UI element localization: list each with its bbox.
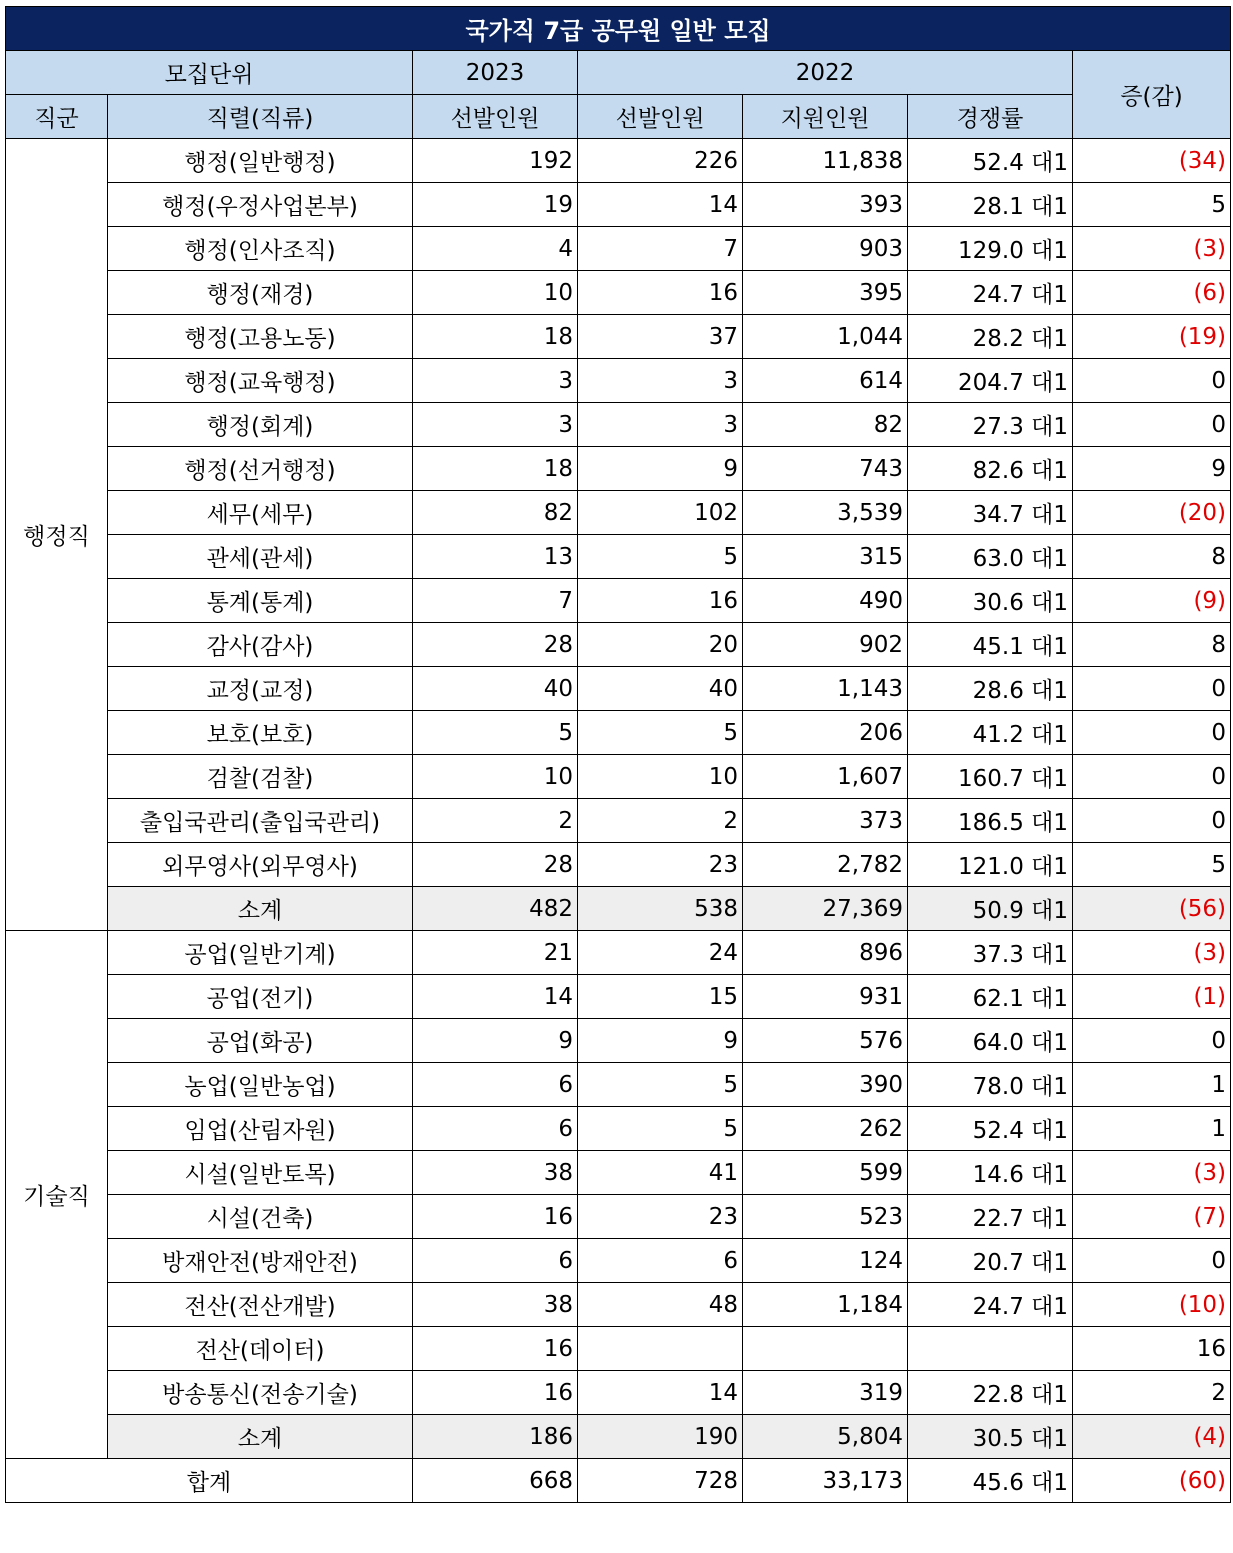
selected-2023: 3: [413, 359, 578, 403]
subtotal-row: [6, 887, 1231, 931]
change-value: (10): [1073, 1283, 1231, 1327]
applicants: 1,607: [743, 755, 908, 799]
header-selected-2022: 선발인원: [578, 95, 743, 139]
series-name: 보호(보호): [108, 711, 413, 755]
selected-2022: 23: [578, 843, 743, 887]
selected-2023: 40: [413, 667, 578, 711]
selected-2023: 82: [413, 491, 578, 535]
selected-2023: 6: [413, 1239, 578, 1283]
table-title: 국가직 7급 공무원 일반 모집: [6, 7, 1231, 51]
table-row: [6, 403, 1231, 447]
change-value: (3): [1073, 931, 1231, 975]
change-value: 0: [1073, 799, 1231, 843]
competition-ratio: 20.7 대1: [908, 1239, 1073, 1283]
series-name: 공업(일반기계): [108, 931, 413, 975]
applicants: 82: [743, 403, 908, 447]
selected-2023: 18: [413, 447, 578, 491]
change-value: (1): [1073, 975, 1231, 1019]
applicants: 902: [743, 623, 908, 667]
applicants: 614: [743, 359, 908, 403]
table-row: [6, 1151, 1231, 1195]
applicants: 319: [743, 1371, 908, 1415]
competition-ratio: 129.0 대1: [908, 227, 1073, 271]
header-applicants: 지원인원: [743, 95, 908, 139]
competition-ratio: 63.0 대1: [908, 535, 1073, 579]
header-year-2023: 2023: [413, 51, 578, 95]
change-value: 9: [1073, 447, 1231, 491]
series-name: 전산(데이터): [108, 1327, 413, 1371]
series-name: 행정(인사조직): [108, 227, 413, 271]
selected-2022: 23: [578, 1195, 743, 1239]
series-name: 행정(교육행정): [108, 359, 413, 403]
series-name: 전산(전산개발): [108, 1283, 413, 1327]
total-selected-2023: 668: [413, 1459, 578, 1503]
selected-2022: 3: [578, 403, 743, 447]
table-row: [6, 1063, 1231, 1107]
change-value: 1: [1073, 1063, 1231, 1107]
series-name: 감사(감사): [108, 623, 413, 667]
series-name: 행정(재경): [108, 271, 413, 315]
change-value: (20): [1073, 491, 1231, 535]
series-name: 소계: [108, 1415, 413, 1459]
competition-ratio: 34.7 대1: [908, 491, 1073, 535]
selected-2023: 14: [413, 975, 578, 1019]
selected-2022: 5: [578, 535, 743, 579]
applicants: 5,804: [743, 1415, 908, 1459]
table-row: [6, 1371, 1231, 1415]
applicants: 395: [743, 271, 908, 315]
header-selected-2023: 선발인원: [413, 95, 578, 139]
competition-ratio: 62.1 대1: [908, 975, 1073, 1019]
series-name: 행정(일반행정): [108, 139, 413, 183]
selected-2023: 10: [413, 271, 578, 315]
selected-2023: 2: [413, 799, 578, 843]
series-name: 방송통신(전송기술): [108, 1371, 413, 1415]
change-value: (7): [1073, 1195, 1231, 1239]
selected-2022: 9: [578, 447, 743, 491]
selected-2022: 10: [578, 755, 743, 799]
competition-ratio: 186.5 대1: [908, 799, 1073, 843]
competition-ratio: 22.8 대1: [908, 1371, 1073, 1415]
selected-2022: [578, 1327, 743, 1371]
table-row: [6, 623, 1231, 667]
table-row: [6, 579, 1231, 623]
change-value: 0: [1073, 1019, 1231, 1063]
series-name: 세무(세무): [108, 491, 413, 535]
change-value: 0: [1073, 403, 1231, 447]
selected-2022: 3: [578, 359, 743, 403]
series-name: 행정(선거행정): [108, 447, 413, 491]
selected-2022: 20: [578, 623, 743, 667]
selected-2022: 16: [578, 271, 743, 315]
selected-2022: 48: [578, 1283, 743, 1327]
selected-2023: 6: [413, 1107, 578, 1151]
applicants: 27,369: [743, 887, 908, 931]
selected-2022: 538: [578, 887, 743, 931]
selected-2023: 6: [413, 1063, 578, 1107]
applicants: 2,782: [743, 843, 908, 887]
selected-2023: 4: [413, 227, 578, 271]
series-name: 행정(우정사업본부): [108, 183, 413, 227]
selected-2023: 192: [413, 139, 578, 183]
change-value: 0: [1073, 711, 1231, 755]
applicants: 373: [743, 799, 908, 843]
table-row: [6, 183, 1231, 227]
selected-2023: 10: [413, 755, 578, 799]
selected-2022: 14: [578, 183, 743, 227]
table-row: [6, 271, 1231, 315]
selected-2022: 5: [578, 711, 743, 755]
series-name: 외무영사(외무영사): [108, 843, 413, 887]
applicants: 11,838: [743, 139, 908, 183]
table-row: [6, 1107, 1231, 1151]
change-value: (19): [1073, 315, 1231, 359]
competition-ratio: 78.0 대1: [908, 1063, 1073, 1107]
total-label: 합계: [6, 1459, 413, 1503]
selected-2023: 16: [413, 1195, 578, 1239]
competition-ratio: 45.1 대1: [908, 623, 1073, 667]
applicants: 599: [743, 1151, 908, 1195]
selected-2022: 2: [578, 799, 743, 843]
series-name: 행정(고용노동): [108, 315, 413, 359]
change-value: 5: [1073, 843, 1231, 887]
table-row: [6, 799, 1231, 843]
selected-2023: 16: [413, 1371, 578, 1415]
total-selected-2022: 728: [578, 1459, 743, 1503]
table-row: [6, 1327, 1231, 1371]
table-row: [6, 491, 1231, 535]
total-change: (60): [1073, 1459, 1231, 1503]
change-value: 16: [1073, 1327, 1231, 1371]
selected-2022: 15: [578, 975, 743, 1019]
change-value: 5: [1073, 183, 1231, 227]
competition-ratio: 28.1 대1: [908, 183, 1073, 227]
applicants: 896: [743, 931, 908, 975]
series-name: 공업(전기): [108, 975, 413, 1019]
applicants: 1,143: [743, 667, 908, 711]
change-value: 8: [1073, 623, 1231, 667]
competition-ratio: [908, 1327, 1073, 1371]
applicants: 3,539: [743, 491, 908, 535]
competition-ratio: 30.6 대1: [908, 579, 1073, 623]
selected-2022: 16: [578, 579, 743, 623]
change-value: 0: [1073, 1239, 1231, 1283]
applicants: 393: [743, 183, 908, 227]
selected-2022: 190: [578, 1415, 743, 1459]
selected-2022: 40: [578, 667, 743, 711]
applicants: [743, 1327, 908, 1371]
competition-ratio: 121.0 대1: [908, 843, 1073, 887]
subtotal-row: [6, 1415, 1231, 1459]
table-row: [6, 755, 1231, 799]
selected-2023: 7: [413, 579, 578, 623]
change-value: 2: [1073, 1371, 1231, 1415]
competition-ratio: 64.0 대1: [908, 1019, 1073, 1063]
series-name: 행정(회계): [108, 403, 413, 447]
competition-ratio: 37.3 대1: [908, 931, 1073, 975]
selected-2023: 28: [413, 843, 578, 887]
competition-ratio: 50.9 대1: [908, 887, 1073, 931]
table-row: [6, 931, 1231, 975]
series-name: 검찰(검찰): [108, 755, 413, 799]
selected-2022: 14: [578, 1371, 743, 1415]
series-name: 출입국관리(출입국관리): [108, 799, 413, 843]
applicants: 576: [743, 1019, 908, 1063]
selected-2022: 24: [578, 931, 743, 975]
table-row: [6, 1195, 1231, 1239]
group-name: 행정직: [6, 139, 108, 931]
selected-2023: 38: [413, 1283, 578, 1327]
selected-2023: 5: [413, 711, 578, 755]
applicants: 206: [743, 711, 908, 755]
change-value: (56): [1073, 887, 1231, 931]
competition-ratio: 27.3 대1: [908, 403, 1073, 447]
competition-ratio: 24.7 대1: [908, 271, 1073, 315]
header-unit: 모집단위: [6, 51, 413, 95]
selected-2023: 16: [413, 1327, 578, 1371]
applicants: 1,184: [743, 1283, 908, 1327]
selected-2023: 482: [413, 887, 578, 931]
applicants: 903: [743, 227, 908, 271]
series-name: 방재안전(방재안전): [108, 1239, 413, 1283]
change-value: 8: [1073, 535, 1231, 579]
change-value: (3): [1073, 1151, 1231, 1195]
table-row: [6, 1239, 1231, 1283]
table-row: [6, 359, 1231, 403]
selected-2022: 5: [578, 1063, 743, 1107]
table-row: [6, 535, 1231, 579]
selected-2022: 41: [578, 1151, 743, 1195]
table-row: [6, 711, 1231, 755]
competition-ratio: 14.6 대1: [908, 1151, 1073, 1195]
series-name: 농업(일반농업): [108, 1063, 413, 1107]
applicants: 124: [743, 1239, 908, 1283]
applicants: 743: [743, 447, 908, 491]
group-name: 기술직: [6, 931, 108, 1459]
header-group: 직군: [6, 95, 108, 139]
applicants: 262: [743, 1107, 908, 1151]
selected-2023: 9: [413, 1019, 578, 1063]
competition-ratio: 41.2 대1: [908, 711, 1073, 755]
change-value: (9): [1073, 579, 1231, 623]
series-name: 시설(건축): [108, 1195, 413, 1239]
table-row: [6, 667, 1231, 711]
change-value: 0: [1073, 755, 1231, 799]
change-value: 1: [1073, 1107, 1231, 1151]
header-year-2022: 2022: [578, 51, 1073, 95]
competition-ratio: 160.7 대1: [908, 755, 1073, 799]
selected-2023: 19: [413, 183, 578, 227]
change-value: 0: [1073, 359, 1231, 403]
selected-2023: 28: [413, 623, 578, 667]
series-name: 교정(교정): [108, 667, 413, 711]
selected-2023: 21: [413, 931, 578, 975]
series-name: 임업(산림자원): [108, 1107, 413, 1151]
total-row: [6, 1459, 1231, 1503]
table-row: [6, 1283, 1231, 1327]
selected-2023: 13: [413, 535, 578, 579]
competition-ratio: 204.7 대1: [908, 359, 1073, 403]
applicants: 931: [743, 975, 908, 1019]
selected-2022: 7: [578, 227, 743, 271]
selected-2023: 3: [413, 403, 578, 447]
series-name: 공업(화공): [108, 1019, 413, 1063]
total-applicants: 33,173: [743, 1459, 908, 1503]
competition-ratio: 28.2 대1: [908, 315, 1073, 359]
recruitment-table: [5, 6, 1231, 1503]
change-value: (6): [1073, 271, 1231, 315]
table-row: [6, 315, 1231, 359]
table-row: [6, 227, 1231, 271]
competition-ratio: 30.5 대1: [908, 1415, 1073, 1459]
applicants: 490: [743, 579, 908, 623]
applicants: 315: [743, 535, 908, 579]
table-row: [6, 1019, 1231, 1063]
competition-ratio: 28.6 대1: [908, 667, 1073, 711]
change-value: (34): [1073, 139, 1231, 183]
applicants: 1,044: [743, 315, 908, 359]
table-row: [6, 139, 1231, 183]
series-name: 통계(통계): [108, 579, 413, 623]
series-name: 관세(관세): [108, 535, 413, 579]
change-value: 0: [1073, 667, 1231, 711]
selected-2022: 5: [578, 1107, 743, 1151]
series-name: 소계: [108, 887, 413, 931]
selected-2022: 6: [578, 1239, 743, 1283]
table-body: [6, 139, 1231, 1459]
series-name: 시설(일반토목): [108, 1151, 413, 1195]
applicants: 523: [743, 1195, 908, 1239]
header-ratio: 경쟁률: [908, 95, 1073, 139]
table-row: [6, 975, 1231, 1019]
competition-ratio: 24.7 대1: [908, 1283, 1073, 1327]
change-value: (3): [1073, 227, 1231, 271]
header-series: 직렬(직류): [108, 95, 413, 139]
competition-ratio: 22.7 대1: [908, 1195, 1073, 1239]
selected-2023: 186: [413, 1415, 578, 1459]
total-ratio: 45.6 대1: [908, 1459, 1073, 1503]
table-row: [6, 843, 1231, 887]
selected-2023: 18: [413, 315, 578, 359]
competition-ratio: 52.4 대1: [908, 1107, 1073, 1151]
table-row: [6, 447, 1231, 491]
selected-2022: 102: [578, 491, 743, 535]
selected-2022: 9: [578, 1019, 743, 1063]
selected-2022: 37: [578, 315, 743, 359]
applicants: 390: [743, 1063, 908, 1107]
selected-2022: 226: [578, 139, 743, 183]
change-value: (4): [1073, 1415, 1231, 1459]
competition-ratio: 82.6 대1: [908, 447, 1073, 491]
selected-2023: 38: [413, 1151, 578, 1195]
header-change: 증(감): [1073, 51, 1231, 139]
competition-ratio: 52.4 대1: [908, 139, 1073, 183]
